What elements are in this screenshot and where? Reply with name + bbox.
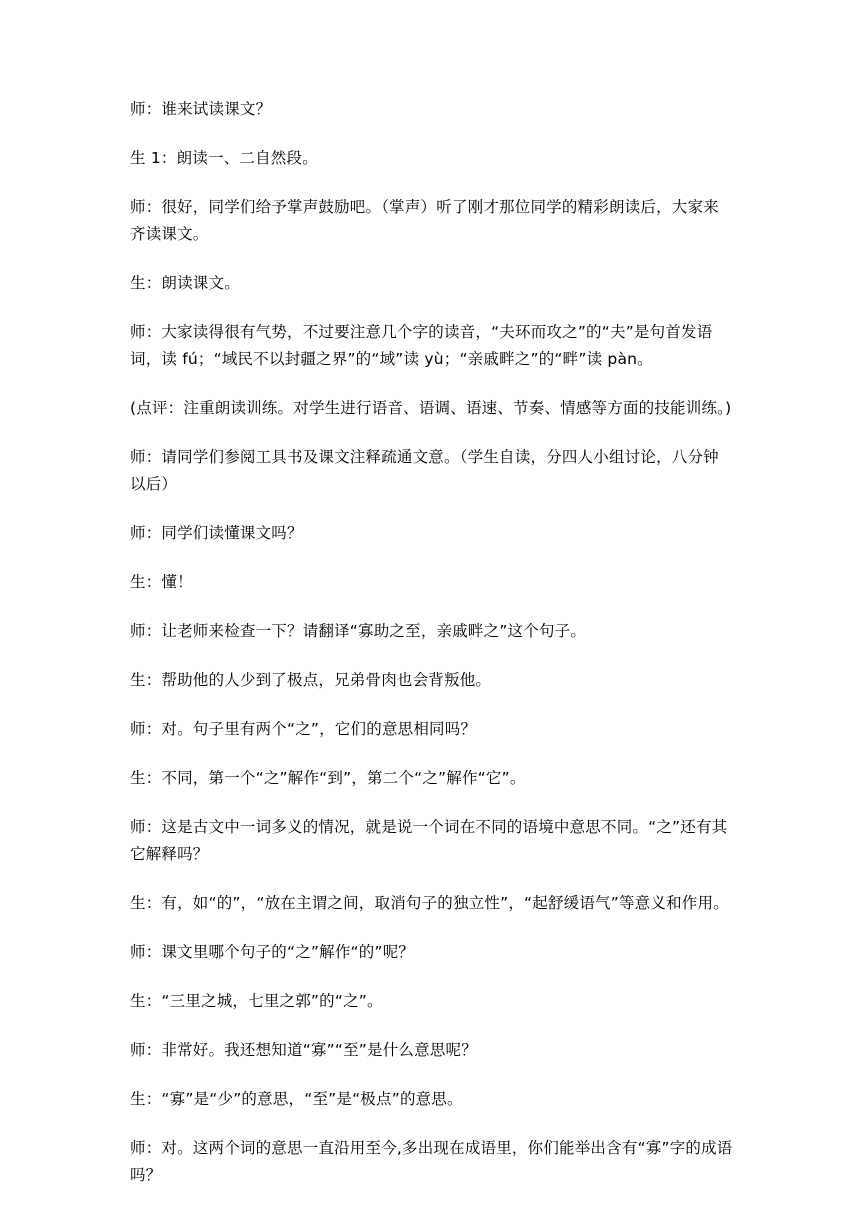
document-body: [130, 96, 734, 1211]
paragraph-11: 生：帮助他的人少到了极点，兄弟骨肉也会背叛他。: [130, 671, 492, 689]
paragraph-19: 生：“寡”是“少”的意思，“至”是“极点”的意思。: [130, 1090, 463, 1108]
paragraph-10: 师：让老师来检查一下？请翻译“寡助之至，亲戚畔之”这个句子。: [130, 622, 587, 640]
paragraph-8: 师：同学们读懂课文吗？: [130, 524, 303, 542]
paragraph-7: 师：请同学们参阅工具书及课文注释疏通文意。（学生自读，分四人小组讨论，八分钟以后）: [130, 448, 719, 493]
paragraph-14: 师：这是古文中一词多义的情况，就是说一个词在不同的语境中意思不同。“之”还有其它解释吗？: [130, 818, 728, 863]
paragraph-2: 生 1：朗读一、二自然段。: [130, 149, 318, 167]
paragraph-16: 师：课文里哪个句子的“之”解作“的”呢？: [130, 943, 415, 961]
paragraph-13: 生：不同，第一个“之”解作“到”，第二个“之”解作“它”。: [130, 769, 526, 787]
paragraph-17: 生：“三里之城，七里之郭”的“之”。: [130, 992, 383, 1010]
paragraph-9: 生：懂！: [130, 573, 193, 591]
paragraph-12: 师：对。句子里有两个“之”，它们的意思相同吗？: [130, 720, 477, 738]
paragraph-5: 师：大家读得很有气势，不过要注意几个字的读音，“夫环而攻之”的“夫”是句首发语词，读 fú；“域民不以封疆之界”的“域”读 yù；“亲戚畔之”的“畔”读 pàn。: [130, 323, 713, 368]
paragraph-18: 师：非常好。我还想知道“寡”“至”是什么意思呢？: [130, 1041, 477, 1059]
paragraph-4: 生：朗读课文。: [130, 274, 240, 292]
paragraph-3: 师：很好，同学们给予掌声鼓励吧。（掌声）听了刚才那位同学的精彩朗读后，大家来齐读课文。: [130, 198, 719, 243]
paragraph-15: 生：有，如“的”，“放在主谓之间，取消句子的独立性”，“起舒缓语气”等意义和作用。: [130, 894, 729, 912]
paragraph-1: 师：谁来试读课文？: [130, 100, 272, 118]
paragraph-20: 师：对。这两个词的意思一直沿用至今,多出现在成语里，你们能举出含有“寡”字的成语吗？: [130, 1139, 733, 1184]
paragraph-6-comment: (点评：注重朗读训练。对学生进行语音、语调、语速、节奏、情感等方面的技能训练。): [130, 399, 732, 417]
